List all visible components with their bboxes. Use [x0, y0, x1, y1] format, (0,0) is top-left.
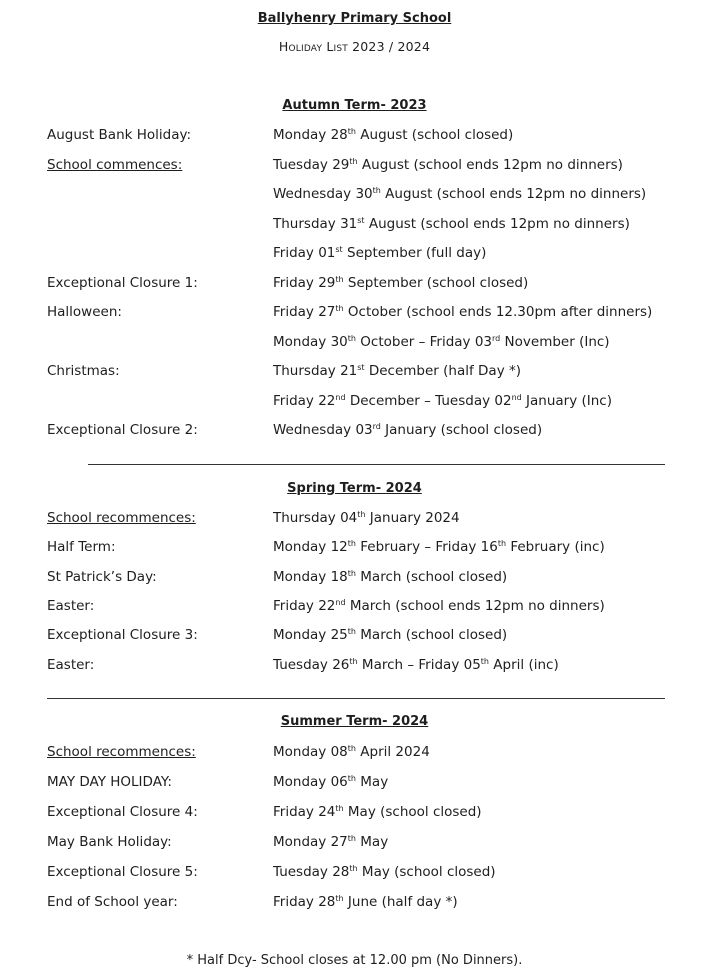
holiday-row: [0, 245, 709, 267]
holiday-date: Monday 25th March (school closed): [273, 627, 508, 644]
holiday-label: Exceptional Closure 1:: [47, 274, 198, 291]
holiday-date: Friday 28th June (half day *): [273, 894, 458, 910]
holiday-row: [0, 894, 709, 916]
spring-term-heading: Spring Term- 2024: [287, 481, 422, 496]
holiday-date: Monday 06th May: [273, 774, 389, 790]
holiday-label: Exceptional Closure 3:: [47, 627, 198, 644]
holiday-row: [0, 127, 709, 149]
holiday-date: Friday 22nd December – Tuesday 02nd January (Inc): [273, 392, 612, 409]
holiday-label: MAY DAY HOLIDAY:: [47, 774, 172, 790]
holiday-row: [0, 834, 709, 856]
section-divider: [47, 698, 665, 699]
holiday-date: Monday 12th February – Friday 16th February (inc): [273, 539, 605, 556]
holiday-date: Monday 18th March (school closed): [273, 568, 508, 585]
holiday-label: St Patrick’s Day:: [47, 568, 157, 585]
holiday-row: [0, 157, 709, 179]
holiday-label: School commences:: [47, 156, 183, 173]
holiday-date: Friday 27th October (school ends 12.30pm after dinners): [273, 304, 653, 320]
holiday-label: Half Term:: [47, 539, 116, 556]
holiday-row: [0, 363, 709, 385]
holiday-date: Friday 22nd March (school ends 12pm no dinners): [273, 597, 605, 614]
holiday-row: [0, 598, 709, 620]
holiday-row: [0, 864, 709, 886]
holiday-label: Exceptional Closure 4:: [47, 804, 198, 820]
holiday-row: [0, 774, 709, 796]
holiday-date: Monday 08th April 2024: [273, 744, 430, 760]
holiday-date: Monday 27th May: [273, 834, 389, 850]
holiday-label: Exceptional Closure 5:: [47, 864, 198, 880]
holiday-label: May Bank Holiday:: [47, 834, 172, 850]
holiday-row: [0, 334, 709, 356]
holiday-label: School recommences:: [47, 510, 196, 526]
summer-term-heading: Summer Term- 2024: [280, 714, 429, 729]
holiday-date: Wednesday 03rd January (school closed): [273, 422, 543, 438]
holiday-row: [0, 744, 709, 766]
holiday-label: Exceptional Closure 2:: [47, 422, 198, 438]
holiday-date: Friday 29th September (school closed): [273, 274, 529, 291]
holiday-date: Monday 30th October – Friday 03rd November (Inc): [273, 333, 610, 350]
holiday-label: Christmas:: [47, 363, 120, 379]
holiday-row: [0, 804, 709, 826]
holiday-row: [0, 627, 709, 649]
holiday-label: Easter:: [47, 656, 95, 673]
holiday-date: Friday 24th May (school closed): [273, 804, 482, 820]
holiday-row: [0, 657, 709, 679]
half-day-footnote: * Half Dcy- School closes at 12.00 pm (No Dinners).: [186, 953, 523, 968]
holiday-label: School recommences:: [47, 744, 196, 760]
holiday-row: [0, 216, 709, 238]
holiday-date: Monday 28th August (school closed): [273, 127, 514, 143]
holiday-date: Thursday 21st December (half Day *): [273, 363, 522, 379]
section-divider: [88, 464, 665, 465]
holiday-date: Tuesday 29th August (school ends 12pm no dinners): [273, 156, 623, 173]
holiday-date: Tuesday 26th March – Friday 05th April (inc): [273, 656, 559, 673]
holiday-row: [0, 393, 709, 415]
school-name: Ballyhenry Primary School: [257, 11, 452, 26]
holiday-label: End of School year:: [47, 894, 178, 910]
holiday-label: August Bank Holiday:: [47, 127, 192, 143]
holiday-row: [0, 304, 709, 326]
holiday-date: Thursday 31st August (school ends 12pm no dinners): [273, 215, 630, 232]
holiday-row: [0, 569, 709, 591]
holiday-date: Tuesday 28th May (school closed): [273, 864, 496, 880]
holiday-label: Halloween:: [47, 304, 122, 320]
holiday-label: Easter:: [47, 597, 95, 614]
autumn-term-heading: Autumn Term- 2023: [282, 98, 427, 113]
holiday-row: [0, 539, 709, 561]
holiday-row: [0, 422, 709, 444]
holiday-row: [0, 275, 709, 297]
holiday-date: Wednesday 30th August (school ends 12pm no dinners): [273, 186, 647, 202]
document-subtitle: Holiday List 2023 / 2024: [278, 39, 431, 54]
holiday-row: [0, 186, 709, 208]
holiday-date: Thursday 04th January 2024: [273, 510, 460, 526]
holiday-row: [0, 510, 709, 532]
holiday-date: Friday 01st September (full day): [273, 245, 487, 261]
